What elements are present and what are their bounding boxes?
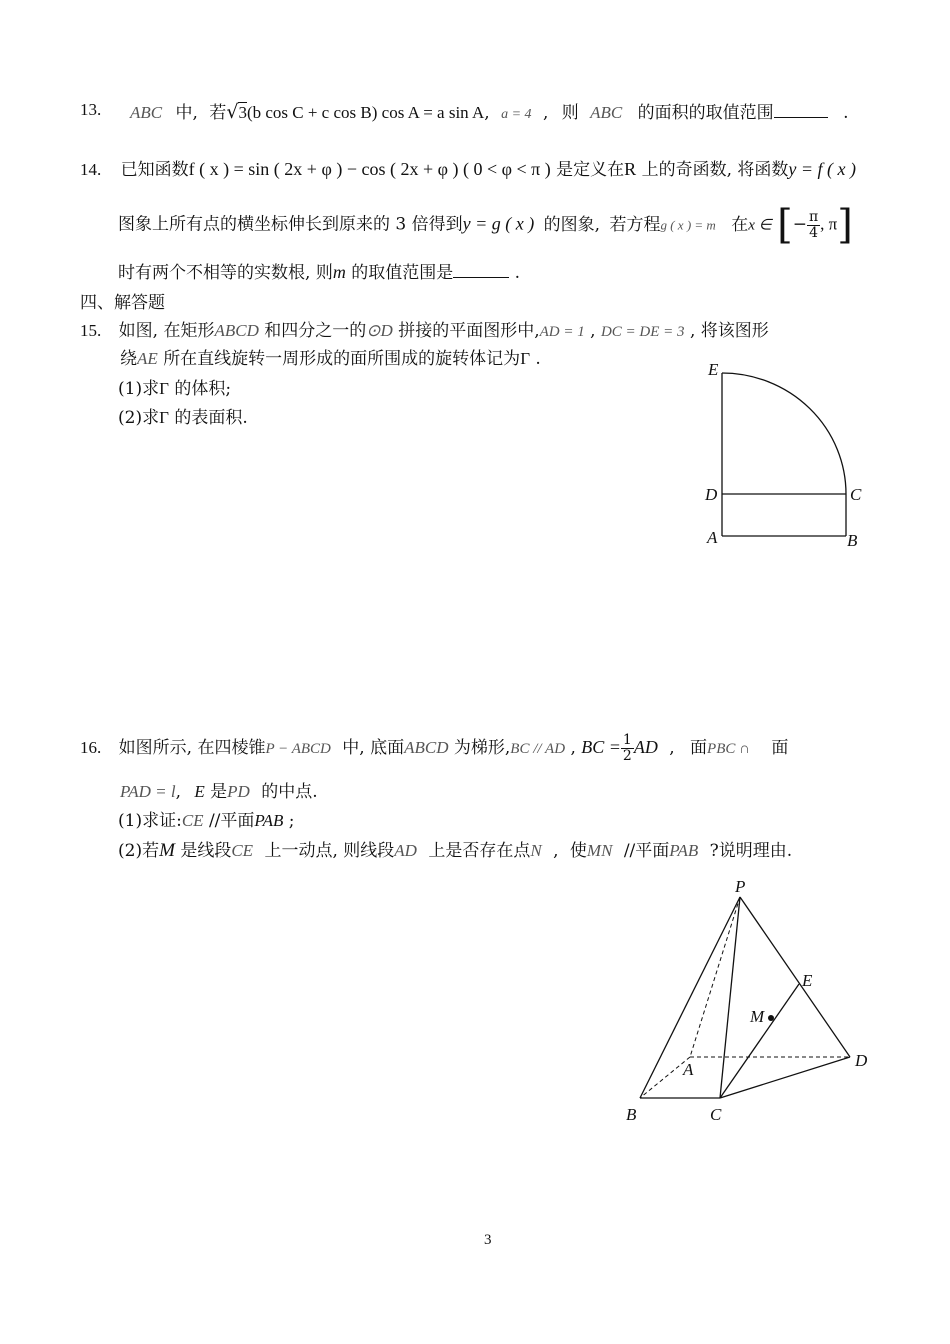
q15-p2-b: 的表面积. — [174, 408, 248, 428]
q16-p2-ce: CE — [231, 841, 254, 860]
q15-l1-circ: ⊙D — [366, 321, 393, 340]
q14-l3-b: 则 — [315, 263, 333, 283]
q16-l2-pad: PAD = l — [120, 782, 176, 801]
q16-number: 16. — [80, 738, 102, 757]
q13-cond: a = 4 — [501, 107, 532, 122]
q14-l1-y: y = f ( x ) — [788, 159, 857, 179]
q14-answer-blank[interactable] — [453, 263, 509, 278]
q13-zhong: 中, — [175, 103, 198, 123]
q14-bracket-left: [ — [777, 202, 793, 248]
q16-frac — [621, 733, 634, 764]
q16-p2-e: 上是否存在点 — [428, 841, 531, 861]
q15-l2-gamma: Γ — [520, 349, 531, 368]
q14-l2-b: 的图象, — [543, 214, 601, 235]
q16-p1-ce: CE — [181, 811, 204, 830]
q14-frac-den: 4 — [809, 224, 819, 241]
q14-l1-a: 已知函数 — [120, 160, 189, 180]
q15-label-c: C — [850, 485, 862, 504]
q15-l2-end: . — [535, 349, 541, 369]
q16-label-e: E — [802, 971, 813, 990]
q16-p2-mn: MN — [586, 841, 613, 860]
q16-l1-e: 为梯形, — [453, 738, 511, 758]
q14-l3-a: 时有两个不相等的实数根, — [118, 263, 311, 283]
q16-l2-c: 的中点. — [261, 782, 318, 802]
q14-line3 — [118, 258, 520, 283]
q15-part1 — [118, 374, 231, 399]
q16-p2-i: ?说明理由. — [709, 841, 793, 861]
q16-l1-comma2: , — [669, 738, 675, 758]
q14-l2-c: 若方程 — [609, 214, 661, 235]
section4-heading: 四、解答题 — [80, 293, 165, 313]
q14-l2-g: y = g ( x ) — [462, 213, 535, 234]
q13-ze: 则 — [561, 103, 579, 123]
q14-l2-a: 图象上所有点的横坐标伸长到原来的 3 倍得到 — [118, 214, 463, 235]
q15-label-d: D — [705, 485, 718, 504]
q16-frac-den: 2 — [622, 748, 632, 764]
q13-tail: 的面积的取值范围 — [637, 103, 774, 123]
q16-l2-b: 是 — [210, 782, 228, 802]
q15-p2-a: (2)求 — [118, 408, 160, 428]
q15-l2-b: 所在直线旋转一周形成的面所围成的旋转体记为 — [163, 349, 521, 369]
q15-label-e: E — [708, 360, 719, 379]
q16-edge-pc — [720, 897, 740, 1098]
q14-l2-d: 在 — [731, 214, 749, 235]
q14-l3-end: . — [514, 263, 521, 283]
q14-l2-minus: − — [792, 214, 807, 235]
q16-l1-abcd: ABCD — [404, 738, 449, 757]
q14-number: 14. — [80, 160, 102, 179]
q16-line1 — [80, 733, 788, 764]
q16-l1-a: 如图所示, — [118, 738, 193, 758]
q16-part2 — [118, 836, 792, 862]
q16-l1-p: P − ABCD — [265, 741, 331, 757]
q16-label-a: A — [683, 1060, 694, 1079]
q16-p2-g: 使 — [569, 841, 587, 861]
q15-l1-d: 拼接的平面图形中, — [398, 321, 540, 341]
q13-ruo: 若 — [209, 103, 227, 123]
q15-l1-c: 和四分之一的 — [264, 321, 367, 341]
q15-label-b: B — [847, 531, 858, 550]
q16-l1-b: 在四棱锥 — [197, 738, 266, 758]
q15-l2-ae: AE — [137, 349, 158, 368]
q15-l1-b: 在矩形 — [163, 321, 215, 341]
q16-l1-ad: AD — [633, 737, 658, 757]
q14-l1-d: 将函数 — [737, 160, 789, 180]
q13-answer-blank[interactable] — [774, 103, 828, 118]
q16-p1-c: ; — [288, 811, 295, 831]
q16-p2-b: 是线段 — [180, 841, 232, 861]
q16-l2-pd: PD — [227, 782, 250, 801]
q16-l1-comma: , — [570, 738, 576, 758]
q16-part1 — [118, 806, 295, 831]
page-number: 3 — [484, 1232, 492, 1248]
q16-p2-a: (2)若 — [118, 841, 160, 861]
q16-l2-e: E — [194, 782, 205, 801]
q15-l1-dc: DC = DE = 3 — [600, 324, 685, 340]
q16-p1-b: //平面 — [208, 811, 255, 831]
q15-p1-b: 的体积; — [174, 379, 232, 399]
q14-l2-eq: g ( x ) = m — [660, 217, 716, 233]
q15-l1-ad: AD = 1 — [539, 324, 585, 340]
q15-part2 — [118, 403, 248, 428]
q16-figure — [610, 880, 890, 1130]
q15-figure — [690, 350, 880, 560]
q13-tri2: ABC — [590, 103, 623, 122]
q14-l1-f: f ( x ) = sin ( 2x + φ ) − cos ( 2x + φ ) ( 0 < φ < π ) — [188, 159, 551, 179]
q15-line2 — [120, 344, 541, 369]
q16-p1-pab: PAB — [254, 811, 284, 830]
q14-frac — [807, 210, 820, 241]
q16-l1-f: 面 — [690, 738, 708, 758]
q16-frac-num: 1 — [622, 732, 632, 748]
q14-bracket-right: ] — [837, 202, 853, 248]
q15-l1-comma: , — [590, 321, 596, 341]
q13-expr: (b cos C + c cos B) cos A = a sin A — [246, 103, 485, 122]
q16-label-c: C — [710, 1105, 722, 1124]
q16-label-b: B — [626, 1105, 637, 1124]
q16-edge-pd — [740, 897, 850, 1057]
q15-p1-g: Γ — [159, 379, 169, 398]
q13-number: 13. — [80, 100, 102, 119]
q14-l1-R: R — [624, 159, 637, 179]
q16-p2-d: 则线段 — [343, 841, 395, 861]
q15-number: 15. — [80, 321, 102, 340]
q16-p2-f: , — [553, 841, 559, 861]
q16-edge-ce — [720, 984, 799, 1098]
q15-l1-a: 如图, — [118, 321, 159, 341]
q15-quarter-arc — [722, 373, 846, 494]
q13-line — [80, 100, 101, 120]
q13-text — [130, 98, 848, 123]
q15-l1-e: 将该图形 — [700, 321, 769, 341]
q13-tri: ABC — [130, 103, 163, 122]
q16-p2-ad: AD — [394, 841, 417, 860]
q16-label-d: D — [855, 1051, 868, 1070]
q16-label-m: M — [750, 1007, 765, 1026]
q16-l1-par: BC // AD — [510, 741, 566, 757]
q16-p2-n: N — [530, 841, 542, 860]
q13-comma1: , — [484, 103, 490, 123]
q16-p2-h: //平面 — [623, 841, 670, 861]
q14-l2-pi: , π — [820, 214, 838, 234]
q16-l1-g: 面 — [771, 738, 789, 758]
q14-frac-num: π — [808, 208, 819, 225]
q15-line1 — [80, 316, 769, 341]
q16-edge-cd — [720, 1057, 850, 1098]
q16-line2 — [120, 777, 318, 802]
q13-end: . — [843, 103, 849, 123]
q16-p2-pab: PAB — [669, 841, 699, 860]
q13-sqrt-inner: 3 — [238, 103, 247, 122]
q13-comma2: , — [542, 103, 549, 123]
q14-l1-b: 是定义在 — [556, 160, 625, 180]
q16-label-p: P — [735, 880, 746, 896]
q16-p2-c: 上一动点, — [264, 841, 338, 861]
q14-line2 — [118, 202, 853, 248]
q15-p2-g: Γ — [159, 408, 169, 427]
q16-point-m — [768, 1015, 774, 1021]
q15-l1-abcd: ABCD — [214, 321, 259, 340]
q15-p1-a: (1)求 — [118, 379, 160, 399]
q16-l1-c: 中, — [342, 738, 365, 758]
q16-l1-pbc: PBC ∩ — [707, 741, 750, 757]
q13-sqrt-sign: √ — [226, 101, 239, 123]
q14-l3-c: 的取值范围是 — [351, 263, 454, 283]
q14-l2-x: x ∈ — [748, 217, 772, 234]
q14-line1 — [80, 155, 856, 180]
q16-p1-a: (1)求证: — [118, 811, 182, 831]
q16-l1-bc: BC = — [581, 737, 621, 757]
q14-l3-m: m — [332, 262, 346, 282]
q14-l1-c: 上的奇函数, — [641, 160, 732, 180]
q15-label-a: A — [707, 528, 718, 547]
q16-l2-a: , — [175, 782, 181, 802]
q16-l1-d: 底面 — [370, 738, 405, 758]
q15-l2-a: 绕 — [120, 349, 137, 369]
q15-l1-comma2: , — [689, 321, 696, 341]
q16-p2-m: M — [159, 840, 175, 861]
